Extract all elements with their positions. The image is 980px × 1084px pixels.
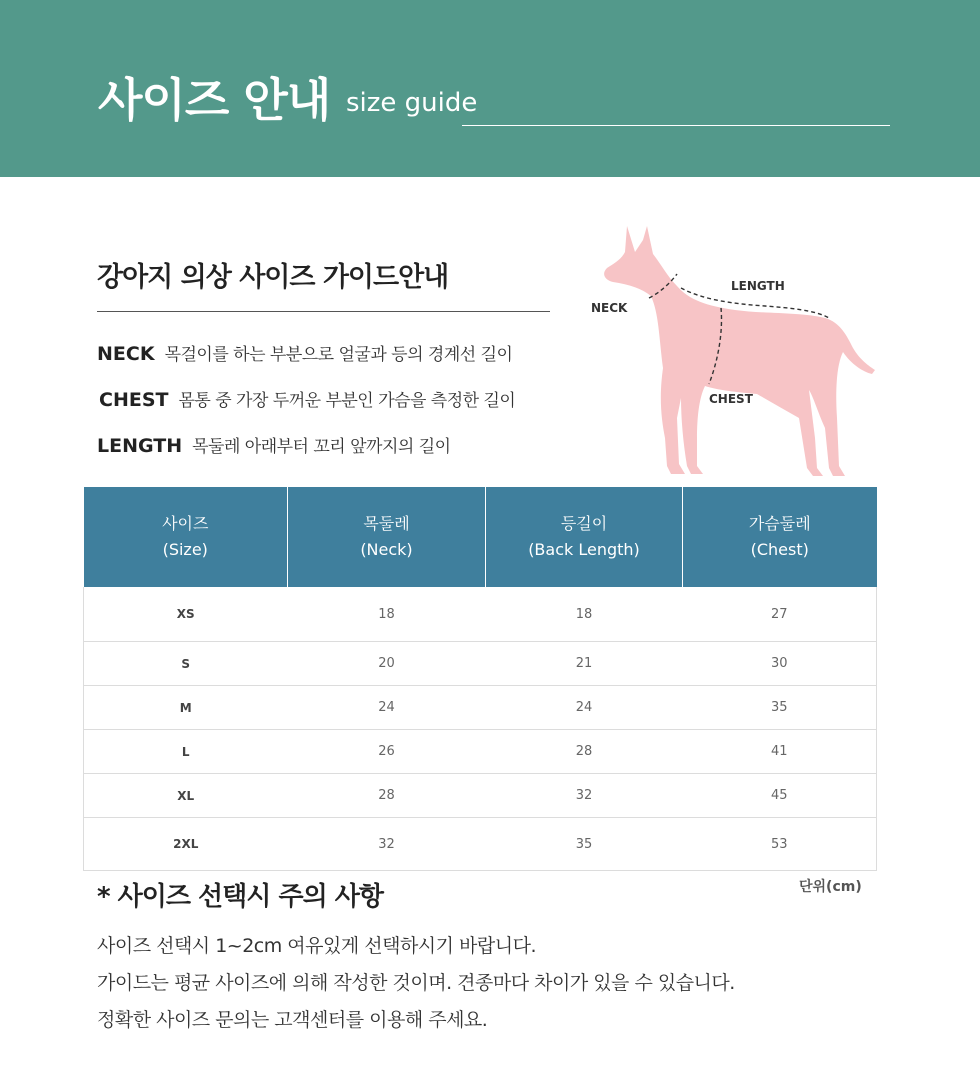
header-chest bbox=[683, 487, 877, 587]
unit-label: 단위(cm) bbox=[799, 879, 862, 895]
definition-term: LENGTH bbox=[97, 435, 183, 457]
chest-cell: 27 bbox=[683, 587, 877, 642]
header-ko: 가슴둘레 bbox=[748, 514, 811, 533]
neck-cell: 20 bbox=[288, 642, 486, 686]
notice-line: 사이즈 선택시 1~2cm 여유있게 선택하시기 바랍니다. bbox=[97, 935, 537, 957]
back-length-cell: 24 bbox=[486, 686, 683, 730]
size-cell: XS bbox=[84, 587, 288, 642]
dog-measurement-diagram bbox=[585, 218, 885, 488]
back-length-cell: 28 bbox=[486, 730, 683, 774]
neck-cell: 28 bbox=[288, 774, 486, 818]
back-length-cell: 18 bbox=[486, 587, 683, 642]
back-length-cell: 21 bbox=[486, 642, 683, 686]
size-cell: XL bbox=[84, 774, 288, 818]
header-ko: 사이즈 bbox=[162, 514, 209, 533]
table-header-row bbox=[84, 487, 877, 587]
header-size bbox=[84, 487, 288, 587]
neck-cell: 24 bbox=[288, 686, 486, 730]
header-en: (Neck) bbox=[360, 540, 413, 559]
table-row bbox=[84, 774, 877, 818]
guide-divider bbox=[97, 311, 550, 312]
header-ko: 등길이 bbox=[560, 514, 608, 533]
dog-silhouette bbox=[604, 226, 875, 476]
table-row bbox=[84, 587, 877, 642]
size-cell: L bbox=[84, 730, 288, 774]
length-label: LENGTH bbox=[731, 279, 785, 293]
definition-term: CHEST bbox=[99, 389, 169, 411]
notice-line: 가이드는 평균 사이즈에 의해 작성한 것이며. 견종마다 차이가 있을 수 있습니다. bbox=[97, 972, 735, 994]
notice-line: 정확한 사이즈 문의는 고객센터를 이용해 주세요. bbox=[97, 1009, 488, 1031]
table-row bbox=[84, 818, 877, 871]
header-divider bbox=[462, 125, 890, 126]
header-neck bbox=[288, 487, 486, 587]
size-cell: 2XL bbox=[84, 818, 288, 871]
definition-term: NECK bbox=[97, 343, 155, 365]
neck-cell: 32 bbox=[288, 818, 486, 871]
definition-text: 목걸이를 하는 부분으로 얼굴과 등의 경계선 길이 bbox=[164, 345, 513, 365]
notice-title: * 사이즈 선택시 주의 사항 bbox=[97, 882, 383, 912]
back-length-cell: 32 bbox=[486, 774, 683, 818]
page-subtitle: size guide bbox=[346, 88, 478, 118]
header-en: (Back Length) bbox=[528, 540, 640, 559]
header-ko: 목둘레 bbox=[363, 514, 410, 533]
definition-text: 목둘레 아래부터 꼬리 앞까지의 길이 bbox=[192, 437, 451, 457]
size-cell: S bbox=[84, 642, 288, 686]
chest-cell: 45 bbox=[683, 774, 877, 818]
back-length-cell: 35 bbox=[486, 818, 683, 871]
definition-chest bbox=[99, 386, 515, 411]
guide-title: 강아지 의상 사이즈 가이드안내 bbox=[97, 262, 449, 293]
size-cell: M bbox=[84, 686, 288, 730]
chest-cell: 53 bbox=[683, 818, 877, 871]
neck-label: NECK bbox=[591, 301, 628, 315]
neck-cell: 18 bbox=[288, 587, 486, 642]
table-row bbox=[84, 642, 877, 686]
table-row bbox=[84, 730, 877, 774]
chest-cell: 35 bbox=[683, 686, 877, 730]
definition-length bbox=[97, 432, 451, 457]
definition-neck bbox=[97, 340, 512, 365]
header-banner bbox=[0, 0, 980, 177]
definition-text: 몸통 중 가장 두꺼운 부분인 가슴을 측정한 길이 bbox=[178, 391, 516, 411]
chest-label: CHEST bbox=[709, 392, 753, 406]
table-row bbox=[84, 686, 877, 730]
neck-cell: 26 bbox=[288, 730, 486, 774]
chest-cell: 30 bbox=[683, 642, 877, 686]
chest-cell: 41 bbox=[683, 730, 877, 774]
page-title: 사이즈 안내 bbox=[98, 73, 331, 127]
size-table bbox=[83, 487, 877, 871]
header-back-length bbox=[486, 487, 683, 587]
header-en: (Size) bbox=[162, 540, 208, 559]
header-en: (Chest) bbox=[750, 540, 809, 559]
